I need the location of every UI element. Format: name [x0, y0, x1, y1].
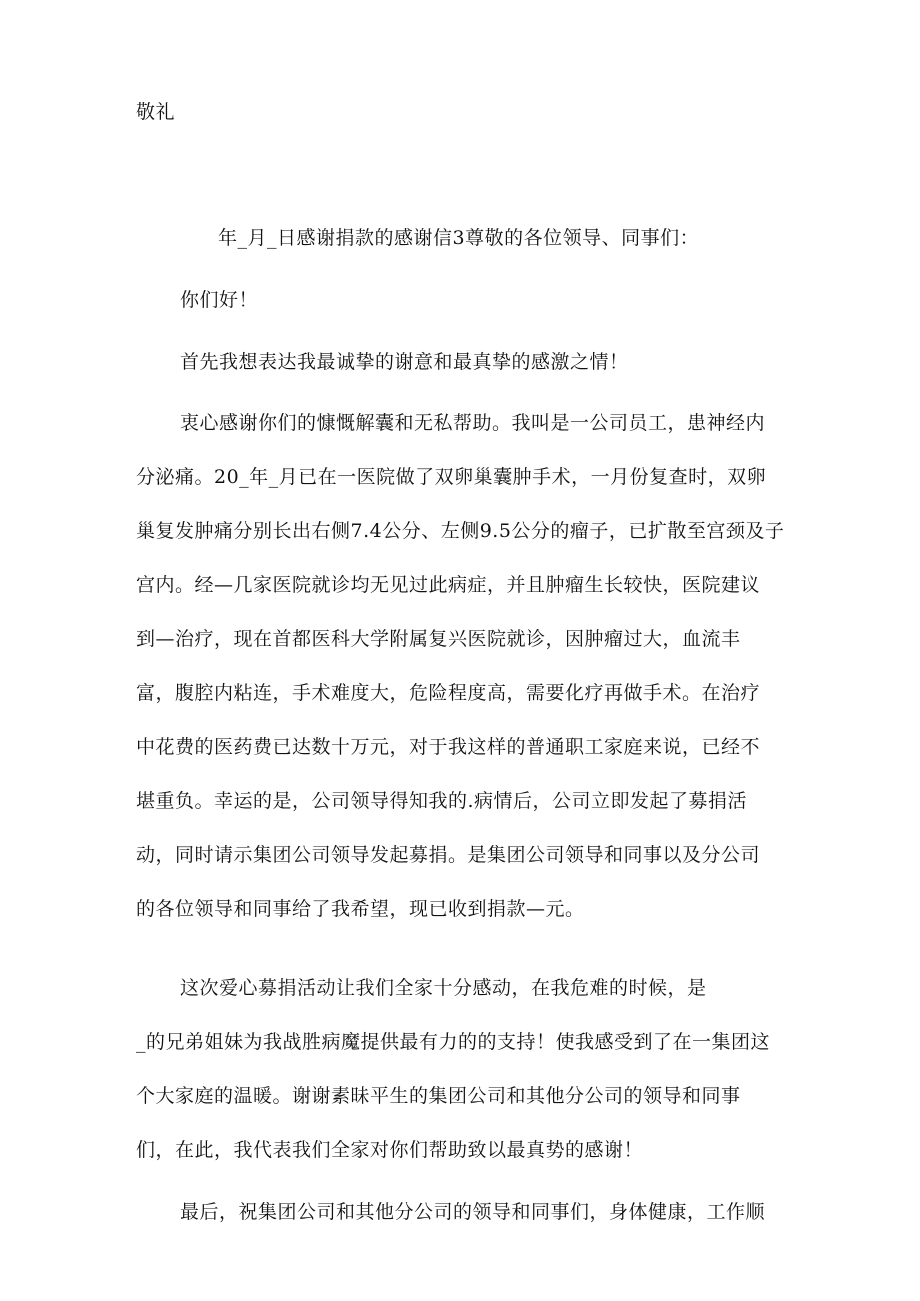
paragraph-line: 堪重负。幸运的是，公司领导得知我的.病情后，公司立即发起了募捐活	[136, 790, 748, 812]
opening-sentence: 首先我想表达我最诚挚的谢意和最真挚的感激之情！	[180, 351, 629, 373]
paragraph-line: 到—治疗，现在首都医科大学附属复兴医院就诊，因肿瘤过大，血流丰	[136, 628, 741, 650]
paragraph-line: 们，在此，我代表我们全家对你们帮助致以最真势的感谢！	[136, 1139, 644, 1161]
paragraph-line: _的兄弟姐妹为我战胜病魔提供最有力的的支持！使我感受到了在一集团这	[136, 1031, 771, 1053]
paragraph-line: 衷心感谢你们的慷慨解囊和无私帮助。我叫是一公司员工，患神经内	[180, 412, 766, 434]
paragraph-line: 中花费的医药费已达数十万元，对于我这样的普通职工家庭来说，已经不	[136, 736, 761, 758]
closing-salutation: 敬礼	[136, 101, 176, 123]
paragraph-line: 个大家庭的温暖。谢谢素昧平生的集团公司和其他分公司的领导和同事	[136, 1085, 741, 1107]
paragraph-line: 动，同时请示集团公司领导发起募捐。是集团公司领导和同事以及分公司	[136, 844, 761, 866]
paragraph-line: 分泌痛。20_年_月已在一医院做了双卵巢囊肿手术，一月份复查时，双卵	[136, 466, 767, 488]
greeting: 你们好！	[180, 289, 259, 311]
final-wishes: 最后，祝集团公司和其他分公司的领导和同事们，身体健康，工作顺	[180, 1201, 766, 1223]
paragraph-line: 这次爱心募捐活动让我们全家十分感动，在我危难的时候，是	[180, 977, 707, 999]
paragraph-line: 宫内。经—几家医院就诊均无见过此病症，并且肿瘤生长较快，医院建议	[136, 574, 761, 596]
paragraph-line: 富，腹腔内粘连，手术难度大，危险程度高，需要化疗再做手术。在治疗	[136, 682, 761, 704]
paragraph-line: 的各位领导和同事给了我希望，现已收到捐款—元。	[136, 898, 585, 920]
letter-title: 年_月_日感谢捐款的感谢信3尊敬的各位领导、同事们：	[218, 227, 700, 249]
paragraph-line: 巢复发肿痛分别长出右侧7.4公分、左侧9.5公分的瘤子，已扩散至宫颈及子	[136, 520, 785, 542]
